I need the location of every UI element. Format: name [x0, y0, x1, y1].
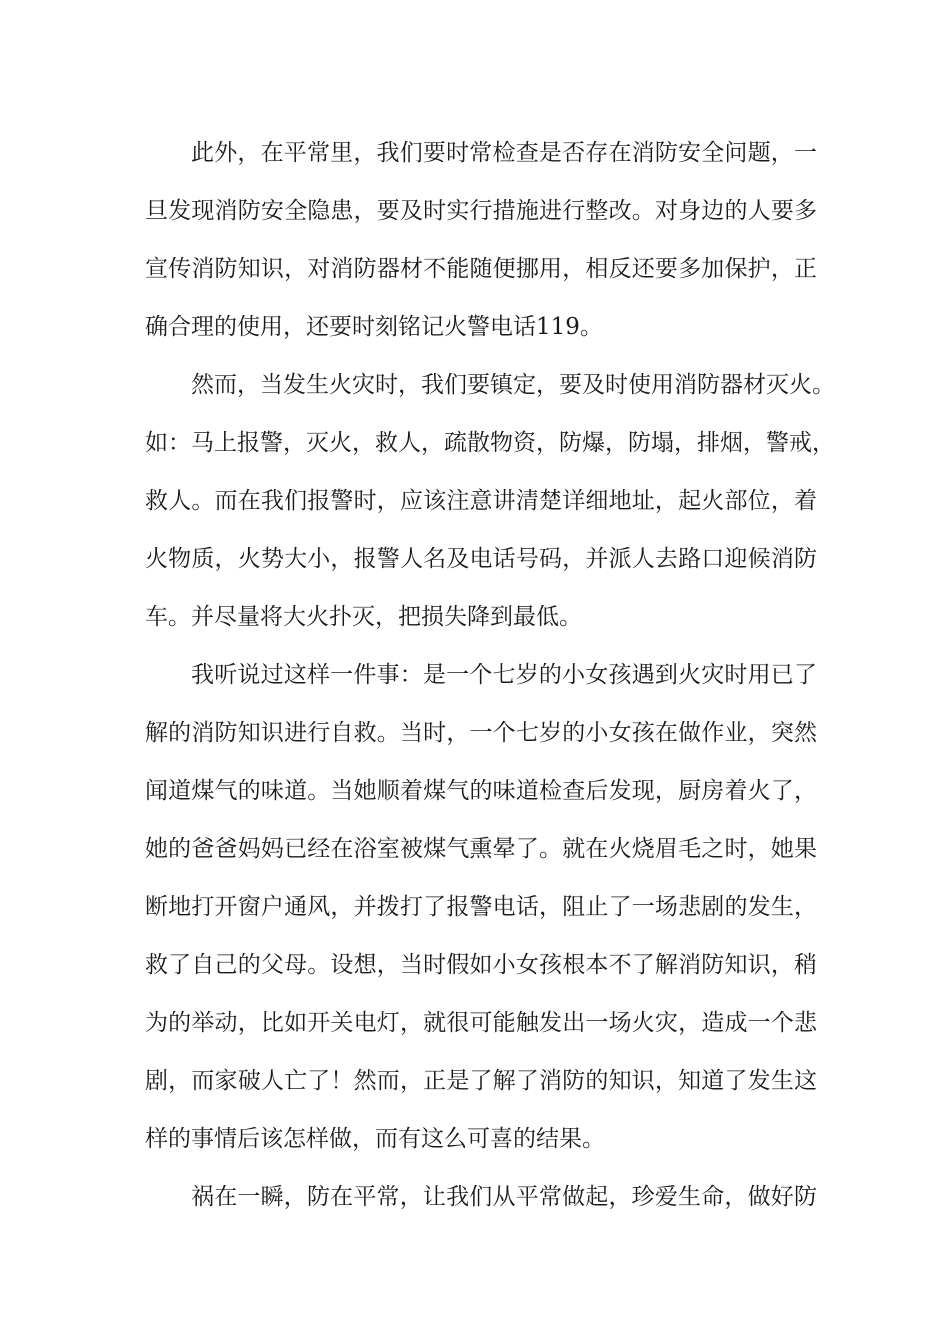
text-line: 火物质，火势大小，报警人名及电话号码，并派人去路口迎候消防: [145, 546, 817, 572]
paragraph-fire-response: [145, 360, 835, 650]
text-line: 宣传消防知识，对消防器材不能随便挪用，相反还要多加保护，正: [145, 256, 817, 282]
document-body: [145, 128, 835, 1230]
text-line: 剧，而家破人亡了！然而，正是了解了消防的知识，知道了发生这: [145, 1068, 817, 1094]
text-line: 断地打开窗户通风，并拨打了报警电话，阻止了一场悲剧的发生，: [145, 894, 817, 920]
text-line: 如：马上报警，灭火，救人，疏散物资，防爆，防塌，排烟，警戒，: [145, 430, 835, 456]
text-line: 她的爸爸妈妈已经在浴室被煤气熏晕了。就在火烧眉毛之时，她果: [145, 836, 817, 862]
text-line: 然而，当发生火灾时，我们要镇定，要及时使用消防器材灭火。: [191, 372, 835, 398]
text-line: 祸在一瞬，防在平常，让我们从平常做起，珍爱生命，做好防: [191, 1184, 817, 1210]
paragraph-conclusion: [145, 1172, 817, 1230]
text-line: 我听说过这样一件事：是一个七岁的小女孩遇到火灾时用已了: [191, 662, 817, 688]
text-line: 车。并尽量将大火扑灭，把损失降到最低。: [145, 604, 582, 630]
text-line: 救了自己的父母。设想，当时假如小女孩根本不了解消防知识，稍: [145, 952, 817, 978]
text-line: 救人。而在我们报警时，应该注意讲清楚详细地址，起火部位，着: [145, 488, 817, 514]
text-line: 样的事情后该怎样做，而有这么可喜的结果。: [145, 1126, 605, 1152]
paragraph-girl-story: [145, 650, 817, 1172]
text-line: 确合理的使用，还要时刻铭记火警电话119。: [145, 314, 603, 340]
text-line: 闻道煤气的味道。当她顺着煤气的味道检查后发现，厨房着火了，: [145, 778, 817, 804]
text-line: 此外，在平常里，我们要时常检查是否存在消防安全问题，一: [191, 140, 817, 166]
paragraph-fire-safety-inspection: [145, 128, 817, 360]
text-line: 为的举动，比如开关电灯，就很可能触发出一场火灾，造成一个悲: [145, 1010, 817, 1036]
text-line: 旦发现消防安全隐患，要及时实行措施进行整改。对身边的人要多: [145, 198, 817, 224]
text-line: 解的消防知识进行自救。当时，一个七岁的小女孩在做作业，突然: [145, 720, 817, 746]
